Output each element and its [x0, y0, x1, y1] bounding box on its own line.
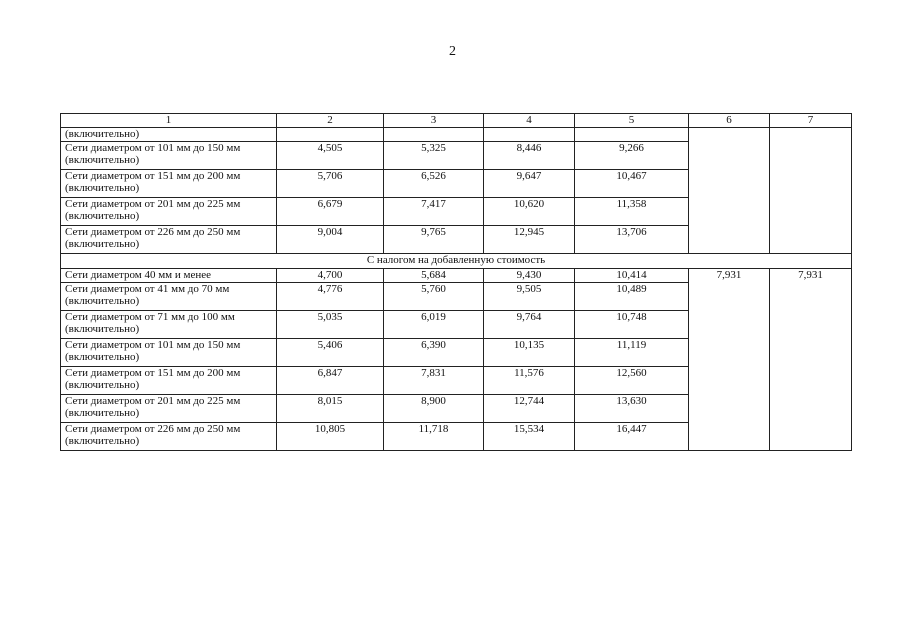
cell-col4: 9,505 — [484, 283, 575, 311]
table-row — [61, 269, 852, 283]
cell-col2: 9,004 — [277, 226, 384, 254]
row-name: Сети диаметром от 101 мм до 150 мм (включительно) — [61, 339, 277, 367]
col-header-5: 5 — [575, 114, 689, 128]
row-name: Сети диаметром от 201 мм до 225 мм (включительно) — [61, 395, 277, 423]
cell-col4: 10,620 — [484, 198, 575, 226]
cell-col3: 6,526 — [384, 170, 484, 198]
cell-col5: 11,119 — [575, 339, 689, 367]
cell-col4: 15,534 — [484, 423, 575, 451]
col-header-7: 7 — [770, 114, 852, 128]
cell-col3: 11,718 — [384, 423, 484, 451]
row-name: Сети диаметром от 41 мм до 70 мм (включительно) — [61, 283, 277, 311]
cell-col4: 9,764 — [484, 311, 575, 339]
col-header-1: 1 — [61, 114, 277, 128]
cell-col5: 10,748 — [575, 311, 689, 339]
cell-col3: 5,760 — [384, 283, 484, 311]
table-row — [61, 128, 852, 142]
cell-col5: 13,706 — [575, 226, 689, 254]
cell-col4: 8,446 — [484, 142, 575, 170]
cell-col5: 10,414 — [575, 269, 689, 283]
cell-col2: 4,776 — [277, 283, 384, 311]
cell-col5: 13,630 — [575, 395, 689, 423]
cell-col5: 12,560 — [575, 367, 689, 395]
cell-col2: 5,035 — [277, 311, 384, 339]
cell-col7-merged: 7,931 — [770, 269, 852, 451]
cell-col2 — [277, 128, 384, 142]
row-name: Сети диаметром от 201 мм до 225 мм (включительно) — [61, 198, 277, 226]
cell-col2: 4,700 — [277, 269, 384, 283]
row-name: Сети диаметром от 151 мм до 200 мм (включительно) — [61, 170, 277, 198]
cell-col4: 12,945 — [484, 226, 575, 254]
cell-col3: 9,765 — [384, 226, 484, 254]
row-name: Сети диаметром от 226 мм до 250 мм (включительно) — [61, 423, 277, 451]
cell-col3: 7,417 — [384, 198, 484, 226]
section-row — [61, 254, 852, 269]
cell-col2: 10,805 — [277, 423, 384, 451]
cell-col5: 10,489 — [575, 283, 689, 311]
cell-col3: 5,684 — [384, 269, 484, 283]
cell-col2: 5,706 — [277, 170, 384, 198]
cell-col5: 16,447 — [575, 423, 689, 451]
row-name: Сети диаметром от 226 мм до 250 мм (включительно) — [61, 226, 277, 254]
cell-col3: 7,831 — [384, 367, 484, 395]
cell-col6-merged — [689, 128, 770, 254]
cell-col2: 8,015 — [277, 395, 384, 423]
cell-col3: 6,390 — [384, 339, 484, 367]
header-row — [61, 114, 852, 128]
cell-col3: 8,900 — [384, 395, 484, 423]
cell-col2: 6,847 — [277, 367, 384, 395]
cell-col3: 5,325 — [384, 142, 484, 170]
row-name: Сети диаметром от 71 мм до 100 мм (включительно) — [61, 311, 277, 339]
row-name: Сети диаметром от 101 мм до 150 мм (включительно) — [61, 142, 277, 170]
cell-col2: 6,679 — [277, 198, 384, 226]
cell-col5 — [575, 128, 689, 142]
cell-col5: 10,467 — [575, 170, 689, 198]
cell-col5: 11,358 — [575, 198, 689, 226]
cell-col6-merged: 7,931 — [689, 269, 770, 451]
col-header-6: 6 — [689, 114, 770, 128]
row-name: Сети диаметром 40 мм и менее — [61, 269, 277, 283]
cell-col4: 9,647 — [484, 170, 575, 198]
cell-col2: 4,505 — [277, 142, 384, 170]
cell-col7-merged — [770, 128, 852, 254]
col-header-4: 4 — [484, 114, 575, 128]
cell-col3 — [384, 128, 484, 142]
page-number: 2 — [449, 44, 456, 59]
cell-col4: 12,744 — [484, 395, 575, 423]
cell-col4: 11,576 — [484, 367, 575, 395]
cell-col4: 10,135 — [484, 339, 575, 367]
row-name: Сети диаметром от 151 мм до 200 мм (включительно) — [61, 367, 277, 395]
cell-col2: 5,406 — [277, 339, 384, 367]
col-header-2: 2 — [277, 114, 384, 128]
cell-col5: 9,266 — [575, 142, 689, 170]
section-title: С налогом на добавленную стоимость — [61, 254, 852, 269]
cell-col4: 9,430 — [484, 269, 575, 283]
tariff-table — [60, 113, 852, 451]
row-name: (включительно) — [61, 128, 277, 142]
cell-col4 — [484, 128, 575, 142]
cell-col3: 6,019 — [384, 311, 484, 339]
col-header-3: 3 — [384, 114, 484, 128]
